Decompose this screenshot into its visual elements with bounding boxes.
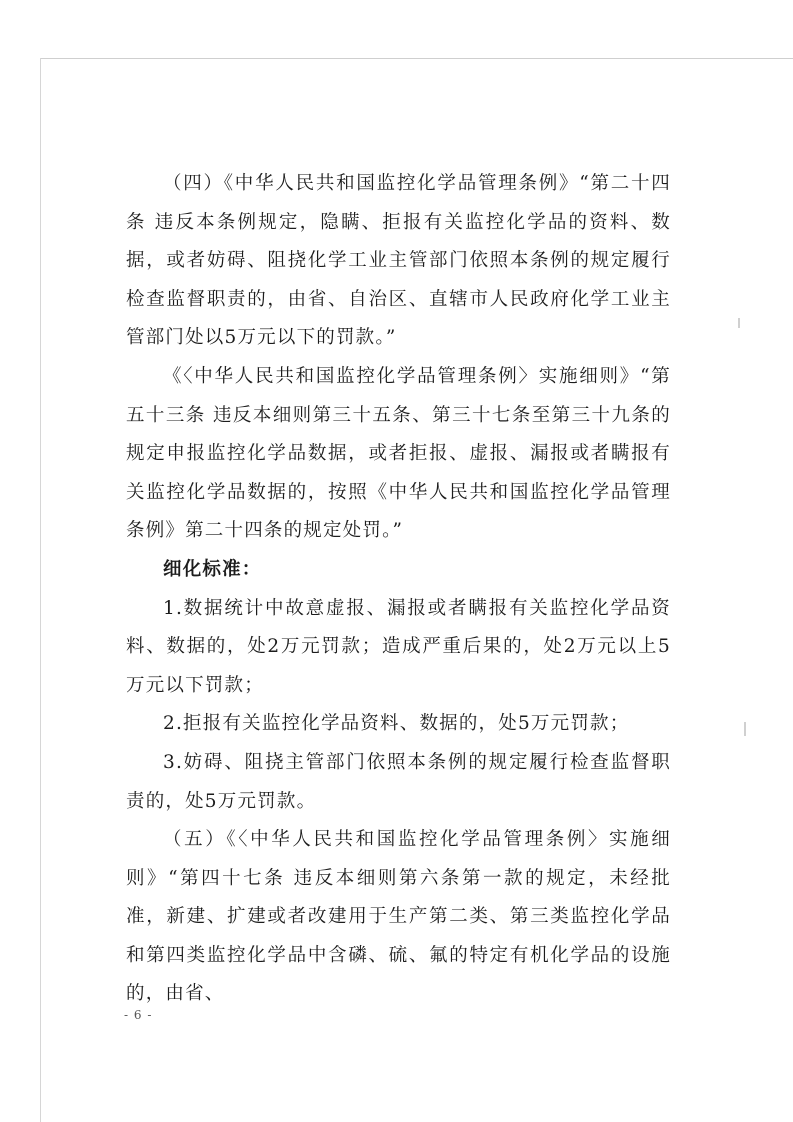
scan-edge-left — [40, 58, 41, 1122]
paragraph-article-24: （四）《中华人民共和国监控化学品管理条例》“第二十四条 违反本条例规定，隐瞒、拒报有关监控化学品的资料、数据，或者妨碍、阻挠化学工业主管部门依照本条例的规定履行检查监督职责的，由省、自治区、直辖市人民政府化学工业主管部门处以5万元以下的罚款。” — [126, 173, 671, 349]
document-body — [126, 165, 671, 1014]
section-heading-standards: 细化标准： — [163, 558, 262, 580]
scan-edge-top — [40, 58, 793, 59]
scan-speck — [744, 722, 746, 736]
page-number: - 6 - — [124, 1008, 153, 1022]
standard-item-3: 3.妨碍、阻挠主管部门依照本条例的规定履行检查监督职责的，处5万元罚款。 — [126, 751, 671, 812]
standard-item-1: 1.数据统计中故意虚报、漏报或者瞒报有关监控化学品资料、数据的，处2万元罚款；造成严重后果的，处2万元以上5万元以下罚款； — [126, 597, 671, 696]
standard-item-2: 2.拒报有关监控化学品资料、数据的，处5万元罚款； — [163, 713, 630, 735]
paragraph-article-47: （五）《〈中华人民共和国监控化学品管理条例〉实施细则》“第四十七条 违反本细则第六条第一款的规定，未经批准，新建、扩建或者改建用于生产第二类、第三类监控化学品和第四类监控化学品中含磷、硫、氟的特定有机化学品的设施的，由省、 — [126, 829, 671, 1005]
paragraph-article-53: 《〈中华人民共和国监控化学品管理条例〉实施细则》“第五十三条 违反本细则第三十五条、第三十七条至第三十九条的规定申报监控化学品数据，或者拒报、虚报、漏报或者瞒报有关监控化学品数据的，按照《中华人民共和国监控化学品管理条例》第二十四条的规定处罚。” — [126, 365, 671, 542]
scan-speck — [738, 318, 740, 328]
